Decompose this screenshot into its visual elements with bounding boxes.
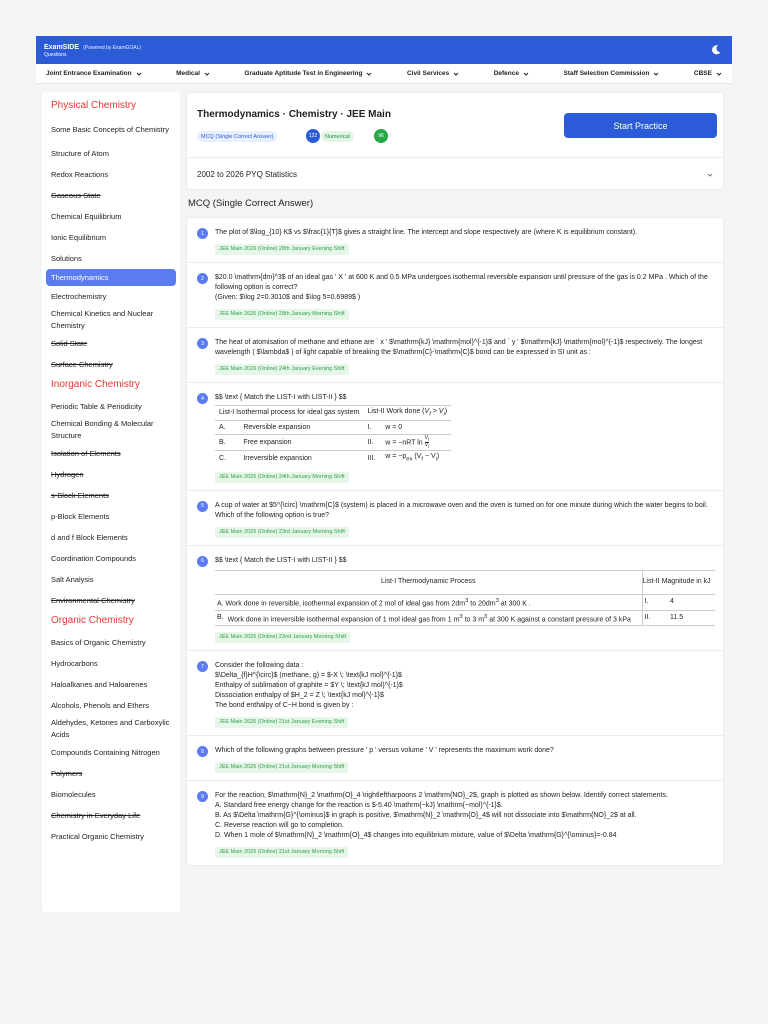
nav-item-medical[interactable] xyxy=(176,70,210,77)
chevron-down-icon xyxy=(366,71,372,77)
sidebar-item[interactable]: Structure of Atom xyxy=(51,148,109,158)
exam-tag: JEE Main 2026 (Online) 24th January Evening Shift xyxy=(215,364,349,375)
exam-tag: JEE Main 2026 (Online) 23rd January Morning Shift xyxy=(215,527,349,538)
nav-item-defence[interactable] xyxy=(494,70,529,77)
sidebar-item[interactable]: Environmental Chemistry xyxy=(51,595,135,605)
sidebar-item[interactable]: Electrochemistry xyxy=(51,291,107,301)
question-number-badge: 2 xyxy=(197,273,208,284)
sidebar-item[interactable]: Basics of Organic Chemistry xyxy=(51,637,146,647)
question-text: $$ \text { Match the LIST-I with LIST-II } $$ xyxy=(215,556,347,564)
table-header: List-II Magnitude in kJ xyxy=(642,570,715,594)
exam-tag: JEE Main 2026 (Online) 22nd January Morning Shift xyxy=(215,632,350,643)
sidebar-item[interactable]: Polymers xyxy=(51,768,83,778)
match-table xyxy=(215,405,451,466)
question-item[interactable] xyxy=(187,736,723,781)
sidebar-item[interactable]: Biomolecules xyxy=(51,789,96,799)
question-text: The bond enthalpy of C−H bond is given by : xyxy=(215,702,354,710)
pyq-statistics-accordion[interactable] xyxy=(187,157,723,191)
question-item[interactable] xyxy=(187,328,723,383)
sidebar-item[interactable]: Solid State xyxy=(51,338,88,348)
table-row: B. Work done in irreversible isothermal expansion of 1 mol ideal gas from 1 $m^3$ to 3 $m^3$ at 300 K against a constant pressure of 3 kPa II. 11.5 xyxy=(215,611,715,626)
sidebar-item[interactable]: Coordination Compounds xyxy=(51,553,137,563)
sidebar-item[interactable]: Hydrocarbons xyxy=(51,658,98,668)
question-item[interactable] xyxy=(187,546,723,651)
chevron-down-icon xyxy=(453,71,459,77)
question-text: D. When 1 mole of $\mathrm{N}_2 \mathrm{O}_4$ changes into equilibrium mixture, value of $\Delta \mathrm{G}^{\ominus}=-0.84 xyxy=(215,832,617,840)
question-text: Consider the following data : xyxy=(215,662,304,670)
question-item[interactable] xyxy=(187,218,723,263)
exam-tag: JEE Main 2026 (Online) 21st January Morning Shift xyxy=(215,762,348,773)
question-list xyxy=(186,217,724,866)
page-title: Thermodynamics · Chemistry · JEE Main xyxy=(197,109,391,120)
exam-tag: JEE Main 2026 (Online) 21st January Evening Shift xyxy=(215,717,348,728)
sidebar-item[interactable]: s-Block Elements xyxy=(51,490,109,500)
chapter-sidebar xyxy=(42,92,180,912)
nav-label: CBSE xyxy=(693,70,712,77)
question-number-badge: 8 xyxy=(197,746,208,757)
question-item[interactable] xyxy=(187,781,723,865)
app-header xyxy=(36,36,732,64)
sidebar-item[interactable]: Gaseous State xyxy=(51,190,101,200)
chevron-down-icon xyxy=(707,172,713,178)
nav-label: Civil Services xyxy=(406,70,450,77)
table-row: C. Irreversible expansion III. $w = -p_{ex}$ $(V_f - V_i)$ xyxy=(215,451,451,466)
question-text: B. As $\Delta \mathrm{G}^{\ominus}$ in graph is positive, $\mathrm{N}_2 \mathrm{O}_4$ will not dissociate into $\mathrm{NO}_2$ at all. xyxy=(215,812,637,820)
sidebar-section-title: Physical Chemistry xyxy=(51,100,137,111)
exam-tag: JEE Main 2026 (Online) 28th January Morning Shift xyxy=(215,309,349,320)
question-text: A. Standard free energy change for the reaction is $-5.40 \mathrm{~kJ} \mathrm{~mol}^{-1}$. xyxy=(215,802,503,810)
chevron-down-icon xyxy=(716,71,722,77)
question-number-badge: 3 xyxy=(197,338,208,349)
question-number-badge: 4 xyxy=(197,393,208,404)
question-number-badge: 5 xyxy=(197,501,208,512)
numerical-count-badge: 96 xyxy=(374,129,388,143)
sidebar-item[interactable]: Ionic Equilibrium xyxy=(51,232,107,242)
brand-subtitle: Questions xyxy=(44,52,67,58)
nav-item-gate[interactable] xyxy=(244,70,372,77)
table-row: A. Reversible expansion I. w = 0 xyxy=(215,421,451,435)
sidebar-item[interactable]: Isolation of Elements xyxy=(51,448,121,458)
sidebar-item[interactable]: Salt Analysis xyxy=(51,574,94,584)
question-text: (Given: $\log 2=0.3010$ and $\log 5=0.6989$ ) xyxy=(215,294,361,301)
table-row: B. Free expansion II. w = −nRT ln $\frac{V_f}{V_i}$ xyxy=(215,435,451,451)
question-text: $20.0 \mathrm{dm}^3$ of an ideal gas ' X ' at 600 K and 0.5 MPa undergoes isothermal reversible expansion until pressure of the gas is 0.2 MPa . Which of the following option is correct? xyxy=(215,274,708,291)
sidebar-item[interactable]: Chemical Bonding & Molecular Structure xyxy=(51,419,154,440)
sidebar-item[interactable]: Haloalkanes and Haloarenes xyxy=(51,679,148,689)
question-item[interactable] xyxy=(187,263,723,328)
exam-tag: JEE Main 2026 (Online) 21st January Morning Shift xyxy=(215,847,348,858)
brand-name: ExamSIDE xyxy=(44,44,80,51)
sidebar-item[interactable]: Hydrogen xyxy=(51,469,84,479)
question-number-badge: 7 xyxy=(197,661,208,672)
sidebar-item[interactable]: Aldehydes, Ketones and Carboxylic Acids xyxy=(51,718,170,739)
dark-mode-toggle-icon[interactable] xyxy=(710,44,722,56)
table-header: List-I Isothermal process for ideal gas system xyxy=(215,406,363,421)
brand-powered-by: (Powered by ExamGOAL) xyxy=(83,45,142,51)
table-header: List-I Thermodynamic Process xyxy=(215,570,642,594)
category-nav xyxy=(36,64,732,84)
exam-tag: JEE Main 2026 (Online) 28th January Evening Shift xyxy=(215,244,349,255)
sidebar-item-active[interactable]: Thermodynamics xyxy=(46,269,176,286)
question-text: For the reaction, $\mathrm{N}_2 \mathrm{O}_4 \rightleftharpoons 2 \mathrm{NO}_2$, graph is plotted as shown below. Identify correct statements. xyxy=(215,792,668,800)
question-item[interactable] xyxy=(187,383,723,491)
nav-label: Joint Entrance Examination xyxy=(46,70,132,77)
table-header: List-II Work done $(V_f > V_i)$ xyxy=(363,406,451,421)
sidebar-item[interactable]: Solutions xyxy=(51,253,82,263)
sidebar-item[interactable]: Chemical Equilibrium xyxy=(51,211,122,221)
question-text: Dissociation enthalpy of $H_2 = Z \; \text{kJ mol}^{-1}$ xyxy=(215,692,384,700)
sidebar-item[interactable]: Chemistry in Everyday Life xyxy=(51,810,141,820)
sidebar-item[interactable]: p-Block Elements xyxy=(51,511,110,521)
match-table xyxy=(215,570,715,626)
numerical-filter-pill[interactable]: Numerical xyxy=(321,131,354,142)
question-text: Enthalpy of sublimation of graphite = $Y \; \text{kJ mol}^{-1}$ xyxy=(215,682,403,690)
question-text: A cup of water at $5^{\circ} \mathrm{C}$ (system) is placed in a microwave oven and the oven is turned on for one minute during which the water begins to boil. Which of the following option is true? xyxy=(215,501,708,519)
sidebar-item[interactable]: Alcohols, Phenols and Ethers xyxy=(51,700,149,710)
table-row: A. Work done in reversible, isothermal expansion of 2 mol of ideal gas from $2dm^3$ to $20dm^3$ at 300 K . I. 4 xyxy=(215,594,715,610)
chevron-down-icon xyxy=(204,71,210,77)
sidebar-item[interactable]: Periodic Table & Periodicity xyxy=(51,401,142,411)
exam-tag: JEE Main 2026 (Online) 24th January Morning Shift xyxy=(215,472,349,483)
chapter-header-card xyxy=(186,92,724,190)
question-text: C. Reverse reaction will go to completion. xyxy=(215,822,344,830)
start-practice-button[interactable]: Start Practice xyxy=(564,113,717,138)
sidebar-item[interactable]: Redox Reactions xyxy=(51,169,109,179)
nav-label: Graduate Aptitude Test in Engineering xyxy=(244,70,363,77)
chevron-down-icon xyxy=(523,71,529,77)
question-number-badge: 9 xyxy=(197,791,208,802)
sidebar-section-title: Inorganic Chemistry xyxy=(51,379,140,390)
chevron-down-icon xyxy=(653,71,659,77)
nav-label: Medical xyxy=(176,70,200,77)
question-text: The heat of atomisation of methane and ethane are ` x ' $\mathrm{kJ} \mathrm{mol}^{-1}$ and ` y ' $\mathrm{kJ} \mathrm{mol}^{-1}$ respectively. The longest wavelength ( $\lambda$ ) of light capable of breaking the $\mathrm{C}-\mathrm{C}$ bond can be expressed in SI unit as : xyxy=(215,339,703,356)
question-item[interactable] xyxy=(187,651,723,736)
sidebar-item[interactable]: Compounds Containing Nitrogen xyxy=(51,747,160,757)
sidebar-item[interactable]: Some Basic Concepts of Chemistry xyxy=(51,125,169,134)
main-content xyxy=(186,92,724,866)
sidebar-section-title: Organic Chemistry xyxy=(51,615,134,626)
sidebar-item[interactable]: d and f Block Elements xyxy=(51,532,128,542)
nav-item-civil-services[interactable] xyxy=(407,70,459,77)
nav-label: Defence xyxy=(493,70,519,77)
sidebar-item[interactable]: Chemical Kinetics and Nuclear Chemistry xyxy=(51,309,154,330)
question-number-badge: 1 xyxy=(197,228,208,239)
pyq-statistics-label: 2002 to 2026 PYQ Statistics xyxy=(197,170,298,179)
chevron-down-icon xyxy=(136,71,142,77)
question-text: Which of the following graphs between pressure ' p ' versus volume ' V ' represents the maximum work done? xyxy=(215,747,554,755)
nav-label: Staff Selection Commission xyxy=(563,70,650,77)
question-text: The plot of $\log_{10} K$ vs $\frac{1}{T}$ gives a straight line. The intercept and slope respectively are (where K is equilibrium constant). xyxy=(215,229,638,236)
nav-item-cbse[interactable] xyxy=(694,70,722,77)
nav-item-jee[interactable] xyxy=(46,70,142,77)
nav-item-ssc[interactable] xyxy=(563,70,659,77)
brand-logo[interactable] xyxy=(44,42,141,58)
mcq-count-badge: 122 xyxy=(306,129,320,143)
question-text: $\Delta_{f}H^{\circ}$ (methane, g) = $-X \; \text{kJ mol}^{-1}$ xyxy=(215,672,402,680)
sidebar-item[interactable]: Surface Chemistry xyxy=(51,359,113,369)
sidebar-item[interactable]: Practical Organic Chemistry xyxy=(51,831,144,841)
question-number-badge: 6 xyxy=(197,556,208,567)
section-heading: MCQ (Single Correct Answer) xyxy=(188,198,314,209)
mcq-filter-pill[interactable]: MCQ (Single Correct Answer) xyxy=(197,131,277,142)
question-text: $$ \text { Match the LIST-I with LIST-II } $$ xyxy=(215,394,347,401)
question-item[interactable] xyxy=(187,491,723,546)
